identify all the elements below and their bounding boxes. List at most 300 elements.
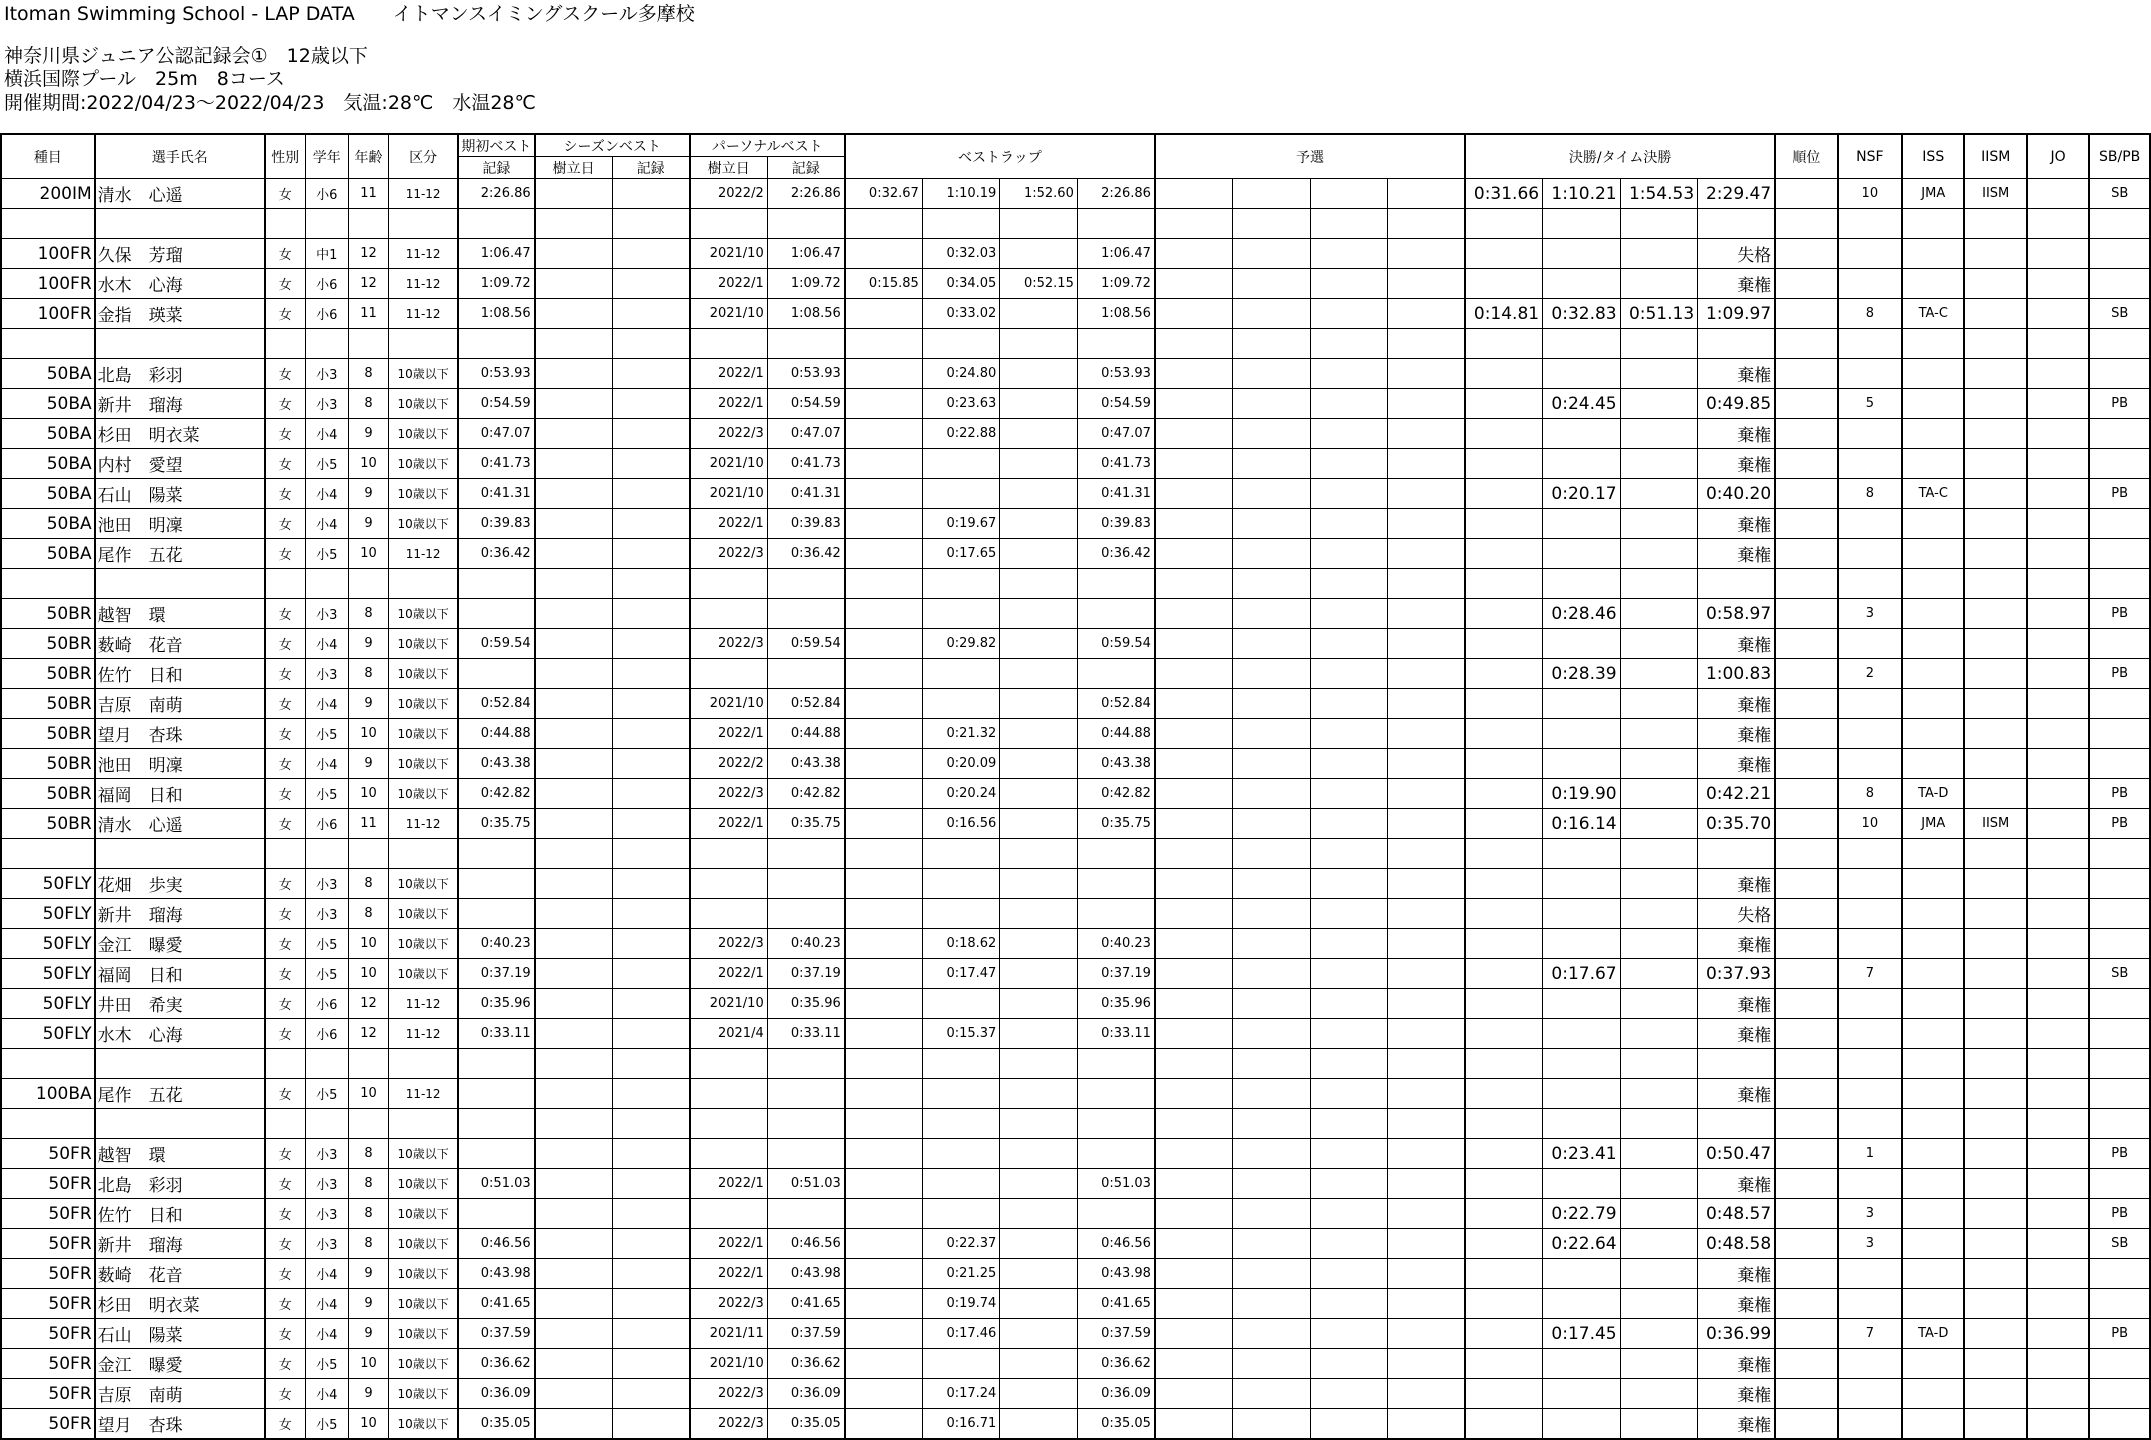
best-lap-cell xyxy=(1000,1379,1078,1409)
best-lap-cell xyxy=(1000,659,1078,689)
best-lap-cell: 0:32.67 xyxy=(845,179,923,209)
jo-cell xyxy=(2027,989,2089,1019)
final-cell xyxy=(1620,359,1698,389)
age-cell: 9 xyxy=(348,509,388,539)
age-cell: 10 xyxy=(348,959,388,989)
empty-cell xyxy=(1077,1109,1155,1139)
prelim-cell xyxy=(1310,539,1388,569)
empty-cell xyxy=(1155,329,1233,359)
prelim-cell xyxy=(1310,269,1388,299)
sex-cell: 女 xyxy=(265,629,305,659)
iss-cell xyxy=(1902,989,1964,1019)
age-cell: 10 xyxy=(348,719,388,749)
iss-cell xyxy=(1902,869,1964,899)
iism-cell xyxy=(1964,389,2026,419)
iism-cell xyxy=(1964,959,2026,989)
empty-cell xyxy=(1310,1109,1388,1139)
iism-cell xyxy=(1964,359,2026,389)
event-cell: 50BR xyxy=(1,809,95,839)
prelim-cell xyxy=(1155,719,1233,749)
personal-best-record-cell: 0:36.42 xyxy=(767,539,845,569)
season-best-record-cell xyxy=(612,749,690,779)
iss-cell xyxy=(1902,659,1964,689)
prelim-cell xyxy=(1232,509,1310,539)
age-cell: 8 xyxy=(348,1199,388,1229)
final-cell xyxy=(1620,1169,1698,1199)
season-best-record-cell xyxy=(612,389,690,419)
empty-cell xyxy=(1698,839,1776,869)
iism-cell xyxy=(1964,1169,2026,1199)
iss-cell xyxy=(1902,1079,1964,1109)
empty-cell xyxy=(922,839,1000,869)
personal-best-record-cell: 0:53.93 xyxy=(767,359,845,389)
empty-cell xyxy=(922,329,1000,359)
event-cell: 100FR xyxy=(1,299,95,329)
venue: 横浜国際プール 25m 8コース xyxy=(4,68,285,90)
final-cell xyxy=(1543,539,1621,569)
prelim-cell xyxy=(1232,809,1310,839)
best-lap-cell xyxy=(1000,989,1078,1019)
grade-cell: 小4 xyxy=(305,1379,348,1409)
season-best-record-cell xyxy=(612,1139,690,1169)
division-cell: 10歳以下 xyxy=(389,1289,458,1319)
empty-cell xyxy=(1775,1049,1837,1079)
division-cell: 10歳以下 xyxy=(389,359,458,389)
season-best-record-cell xyxy=(612,299,690,329)
age-cell: 8 xyxy=(348,1139,388,1169)
sbpb-cell xyxy=(2089,689,2150,719)
empty-cell xyxy=(1465,839,1543,869)
iss-cell xyxy=(1902,719,1964,749)
empty-cell xyxy=(612,1049,690,1079)
empty-cell xyxy=(1310,329,1388,359)
season-best-date-cell xyxy=(535,1289,613,1319)
swimmer-name-cell: 清水 心遥 xyxy=(95,179,265,209)
best-lap-cell xyxy=(845,1349,923,1379)
jo-cell xyxy=(2027,479,2089,509)
iism-cell xyxy=(1964,1229,2026,1259)
sex-cell: 女 xyxy=(265,689,305,719)
rank-cell xyxy=(1775,749,1837,779)
final-status-cell: 棄権 xyxy=(1698,539,1776,569)
empty-cell xyxy=(1698,1049,1776,1079)
personal-best-date-cell xyxy=(690,1139,768,1169)
empty-cell xyxy=(690,839,768,869)
prelim-cell xyxy=(1388,989,1466,1019)
personal-best-record-cell: 0:44.88 xyxy=(767,719,845,749)
empty-cell xyxy=(535,1049,613,1079)
empty-cell xyxy=(845,839,923,869)
division-cell: 11-12 xyxy=(389,179,458,209)
initial-best-cell: 0:33.11 xyxy=(458,1019,535,1049)
empty-cell xyxy=(1620,1109,1698,1139)
division-cell: 11-12 xyxy=(389,989,458,1019)
swimmer-name-cell: 望月 杏珠 xyxy=(95,719,265,749)
prelim-cell xyxy=(1310,959,1388,989)
event-cell: 50BR xyxy=(1,599,95,629)
table-row xyxy=(1,659,2150,689)
col-iss: ISS xyxy=(1902,134,1964,179)
initial-best-cell: 0:39.83 xyxy=(458,509,535,539)
empty-cell xyxy=(2027,569,2089,599)
iism-cell: IISM xyxy=(1964,809,2026,839)
col-event: 種目 xyxy=(1,134,95,179)
table-row xyxy=(1,539,2150,569)
empty-cell xyxy=(1077,569,1155,599)
final-cell: 0:14.81 xyxy=(1465,299,1543,329)
final-cell xyxy=(1620,1409,1698,1440)
final-cell xyxy=(1620,779,1698,809)
best-lap-cell: 0:41.31 xyxy=(1077,479,1155,509)
col-season-best-date: 樹立日 xyxy=(535,157,613,179)
rank-cell xyxy=(1775,1199,1837,1229)
sbpb-cell: PB xyxy=(2089,1199,2150,1229)
empty-cell xyxy=(1902,209,1964,239)
sbpb-cell xyxy=(2089,1409,2150,1440)
empty-cell xyxy=(690,209,768,239)
final-cell xyxy=(1543,989,1621,1019)
best-lap-cell xyxy=(845,359,923,389)
prelim-cell xyxy=(1310,1409,1388,1440)
best-lap-cell xyxy=(922,599,1000,629)
final-cell xyxy=(1465,1199,1543,1229)
nsf-cell xyxy=(1838,359,1902,389)
iism-cell xyxy=(1964,449,2026,479)
best-lap-cell xyxy=(845,1409,923,1440)
swimmer-name-cell: 福岡 日和 xyxy=(95,959,265,989)
final-cell: 0:22.79 xyxy=(1543,1199,1621,1229)
age-cell: 8 xyxy=(348,659,388,689)
iism-cell xyxy=(1964,929,2026,959)
sbpb-cell: PB xyxy=(2089,659,2150,689)
best-lap-cell: 0:54.59 xyxy=(1077,389,1155,419)
nsf-cell: 1 xyxy=(1838,1139,1902,1169)
jo-cell xyxy=(2027,1139,2089,1169)
season-best-date-cell xyxy=(535,689,613,719)
best-lap-cell xyxy=(1000,1079,1078,1109)
empty-cell xyxy=(1902,839,1964,869)
rank-cell xyxy=(1775,389,1837,419)
event-cell: 50BA xyxy=(1,479,95,509)
prelim-cell xyxy=(1388,509,1466,539)
season-best-record-cell xyxy=(612,929,690,959)
sbpb-cell xyxy=(2089,719,2150,749)
iss-cell: JMA xyxy=(1902,179,1964,209)
season-best-date-cell xyxy=(535,809,613,839)
table-row xyxy=(1,899,2150,929)
iss-cell xyxy=(1902,929,1964,959)
best-lap-cell xyxy=(845,659,923,689)
nsf-cell: 7 xyxy=(1838,1319,1902,1349)
final-cell xyxy=(1465,1229,1543,1259)
initial-best-cell: 0:46.56 xyxy=(458,1229,535,1259)
empty-cell xyxy=(1,839,95,869)
final-cell xyxy=(1543,1289,1621,1319)
iss-cell xyxy=(1902,629,1964,659)
final-cell xyxy=(1543,1079,1621,1109)
final-cell xyxy=(1465,809,1543,839)
jo-cell xyxy=(2027,1349,2089,1379)
division-cell: 10歳以下 xyxy=(389,899,458,929)
best-lap-cell xyxy=(1000,1349,1078,1379)
rank-cell xyxy=(1775,479,1837,509)
prelim-cell xyxy=(1155,779,1233,809)
grade-cell: 小5 xyxy=(305,1409,348,1440)
empty-cell xyxy=(612,839,690,869)
season-best-record-cell xyxy=(612,1349,690,1379)
swimmer-name-cell: 金江 曝愛 xyxy=(95,1349,265,1379)
season-best-record-cell xyxy=(612,1289,690,1319)
personal-best-date-cell: 2022/1 xyxy=(690,809,768,839)
col-rank: 順位 xyxy=(1775,134,1837,179)
final-cell xyxy=(1465,1019,1543,1049)
best-lap-cell: 0:18.62 xyxy=(922,929,1000,959)
best-lap-cell xyxy=(845,809,923,839)
grade-cell: 小5 xyxy=(305,539,348,569)
empty-cell xyxy=(1077,209,1155,239)
swimmer-name-cell: 花畑 歩実 xyxy=(95,869,265,899)
prelim-cell xyxy=(1310,359,1388,389)
grade-cell: 小5 xyxy=(305,929,348,959)
prelim-cell xyxy=(1155,299,1233,329)
personal-best-date-cell: 2021/10 xyxy=(690,689,768,719)
grade-cell: 小6 xyxy=(305,179,348,209)
prelim-cell xyxy=(1388,929,1466,959)
swimmer-name-cell: 薮崎 花音 xyxy=(95,1259,265,1289)
event-cell: 50FR xyxy=(1,1229,95,1259)
table-row xyxy=(1,1019,2150,1049)
grade-cell: 小6 xyxy=(305,1019,348,1049)
best-lap-cell xyxy=(922,1139,1000,1169)
event-cell: 50FR xyxy=(1,1169,95,1199)
division-cell: 10歳以下 xyxy=(389,869,458,899)
prelim-cell xyxy=(1388,179,1466,209)
table-row xyxy=(1,989,2150,1019)
final-cell: 0:35.70 xyxy=(1698,809,1776,839)
final-cell: 0:19.90 xyxy=(1543,779,1621,809)
jo-cell xyxy=(2027,1199,2089,1229)
final-cell xyxy=(1620,689,1698,719)
division-cell: 10歳以下 xyxy=(389,1319,458,1349)
final-status-cell: 棄権 xyxy=(1698,1349,1776,1379)
empty-cell xyxy=(265,1049,305,1079)
initial-best-cell: 0:47.07 xyxy=(458,419,535,449)
final-cell xyxy=(1465,929,1543,959)
sbpb-cell xyxy=(2089,929,2150,959)
best-lap-cell xyxy=(1000,629,1078,659)
sbpb-cell xyxy=(2089,899,2150,929)
best-lap-cell xyxy=(1077,899,1155,929)
best-lap-cell xyxy=(1000,1199,1078,1229)
initial-best-cell xyxy=(458,899,535,929)
iss-cell: TA-D xyxy=(1902,779,1964,809)
iism-cell xyxy=(1964,989,2026,1019)
prelim-cell xyxy=(1388,1229,1466,1259)
best-lap-cell: 1:08.56 xyxy=(1077,299,1155,329)
nsf-cell xyxy=(1838,629,1902,659)
final-cell xyxy=(1465,1409,1543,1440)
final-status-cell: 棄権 xyxy=(1698,929,1776,959)
empty-cell xyxy=(1902,1049,1964,1079)
grade-cell: 小5 xyxy=(305,779,348,809)
initial-best-cell: 1:08.56 xyxy=(458,299,535,329)
age-cell: 12 xyxy=(348,989,388,1019)
best-lap-cell: 1:06.47 xyxy=(1077,239,1155,269)
nsf-cell xyxy=(1838,419,1902,449)
empty-cell xyxy=(767,209,845,239)
final-cell xyxy=(1465,359,1543,389)
best-lap-cell: 0:35.75 xyxy=(1077,809,1155,839)
initial-best-cell xyxy=(458,659,535,689)
empty-cell xyxy=(922,1049,1000,1079)
best-lap-cell: 0:34.05 xyxy=(922,269,1000,299)
sbpb-cell xyxy=(2089,1169,2150,1199)
best-lap-cell: 0:22.37 xyxy=(922,1229,1000,1259)
final-status-cell: 棄権 xyxy=(1698,869,1776,899)
prelim-cell xyxy=(1310,179,1388,209)
prelim-cell xyxy=(1232,929,1310,959)
best-lap-cell xyxy=(845,989,923,1019)
empty-cell xyxy=(2027,329,2089,359)
best-lap-cell xyxy=(845,509,923,539)
final-cell xyxy=(1465,689,1543,719)
prelim-cell xyxy=(1388,269,1466,299)
empty-cell xyxy=(1232,1109,1310,1139)
best-lap-cell: 0:53.93 xyxy=(1077,359,1155,389)
best-lap-cell xyxy=(1000,929,1078,959)
nsf-cell xyxy=(1838,1079,1902,1109)
prelim-cell xyxy=(1388,659,1466,689)
iss-cell xyxy=(1902,539,1964,569)
event-cell: 50BA xyxy=(1,389,95,419)
sex-cell: 女 xyxy=(265,899,305,929)
empty-cell xyxy=(305,1109,348,1139)
empty-cell xyxy=(1964,839,2026,869)
final-cell: 0:36.99 xyxy=(1698,1319,1776,1349)
iss-cell xyxy=(1902,1139,1964,1169)
division-cell: 11-12 xyxy=(389,539,458,569)
initial-best-cell: 0:51.03 xyxy=(458,1169,535,1199)
season-best-record-cell xyxy=(612,239,690,269)
best-lap-cell: 1:09.72 xyxy=(1077,269,1155,299)
event-cell: 50BR xyxy=(1,629,95,659)
final-status-cell: 失格 xyxy=(1698,899,1776,929)
jo-cell xyxy=(2027,1289,2089,1319)
age-cell: 9 xyxy=(348,479,388,509)
division-cell: 10歳以下 xyxy=(389,1169,458,1199)
prelim-cell xyxy=(1232,899,1310,929)
col-initial-best: 期初ベスト xyxy=(458,134,535,157)
grade-cell: 小5 xyxy=(305,719,348,749)
report-title: Itoman Swimming School - LAP DATA イトマンスイミングスクール多摩校 xyxy=(4,3,695,25)
empty-cell xyxy=(1838,839,1902,869)
lap-data-table xyxy=(0,133,2151,1440)
empty-cell xyxy=(845,1049,923,1079)
division-cell: 10歳以下 xyxy=(389,1199,458,1229)
season-best-record-cell xyxy=(612,1079,690,1109)
best-lap-cell xyxy=(1000,479,1078,509)
season-best-record-cell xyxy=(612,1409,690,1440)
prelim-cell xyxy=(1155,1379,1233,1409)
division-cell: 11-12 xyxy=(389,1019,458,1049)
final-cell xyxy=(1543,1409,1621,1440)
initial-best-cell: 0:59.54 xyxy=(458,629,535,659)
nsf-cell xyxy=(1838,749,1902,779)
table-row xyxy=(1,1139,2150,1169)
best-lap-cell xyxy=(1000,449,1078,479)
final-status-cell: 失格 xyxy=(1698,239,1776,269)
prelim-cell xyxy=(1232,1139,1310,1169)
swimmer-name-cell: 水木 心海 xyxy=(95,269,265,299)
season-best-record-cell xyxy=(612,1319,690,1349)
final-status-cell: 棄権 xyxy=(1698,1079,1776,1109)
jo-cell xyxy=(2027,509,2089,539)
nsf-cell xyxy=(1838,1379,1902,1409)
personal-best-record-cell: 1:08.56 xyxy=(767,299,845,329)
personal-best-record-cell: 0:43.98 xyxy=(767,1259,845,1289)
personal-best-record-cell: 1:09.72 xyxy=(767,269,845,299)
final-status-cell: 棄権 xyxy=(1698,449,1776,479)
personal-best-date-cell: 2022/1 xyxy=(690,359,768,389)
sex-cell: 女 xyxy=(265,659,305,689)
swimmer-name-cell: 越智 環 xyxy=(95,599,265,629)
jo-cell xyxy=(2027,299,2089,329)
empty-cell xyxy=(767,329,845,359)
final-cell xyxy=(1543,689,1621,719)
iism-cell xyxy=(1964,629,2026,659)
iss-cell xyxy=(1902,1169,1964,1199)
nsf-cell xyxy=(1838,1019,1902,1049)
rank-cell xyxy=(1775,179,1837,209)
event-cell: 50FLY xyxy=(1,1019,95,1049)
event-cell: 50BR xyxy=(1,749,95,779)
final-cell xyxy=(1465,269,1543,299)
prelim-cell xyxy=(1310,929,1388,959)
grade-cell: 小3 xyxy=(305,1169,348,1199)
prelim-cell xyxy=(1232,1259,1310,1289)
rank-cell xyxy=(1775,1229,1837,1259)
sex-cell: 女 xyxy=(265,1139,305,1169)
initial-best-cell: 0:42.82 xyxy=(458,779,535,809)
empty-cell xyxy=(95,1109,265,1139)
jo-cell xyxy=(2027,869,2089,899)
age-cell: 12 xyxy=(348,269,388,299)
empty-cell xyxy=(265,1109,305,1139)
empty-cell xyxy=(348,1109,388,1139)
prelim-cell xyxy=(1388,719,1466,749)
best-lap-cell: 0:43.38 xyxy=(1077,749,1155,779)
best-lap-cell xyxy=(845,239,923,269)
empty-cell xyxy=(1775,329,1837,359)
prelim-cell xyxy=(1310,1199,1388,1229)
table-row xyxy=(1,1289,2150,1319)
division-cell: 10歳以下 xyxy=(389,959,458,989)
empty-cell xyxy=(389,209,458,239)
rank-cell xyxy=(1775,1349,1837,1379)
season-best-record-cell xyxy=(612,719,690,749)
empty-cell xyxy=(1000,1049,1078,1079)
best-lap-cell: 0:46.56 xyxy=(1077,1229,1155,1259)
grade-cell: 小6 xyxy=(305,809,348,839)
sbpb-cell: PB xyxy=(2089,1139,2150,1169)
iss-cell xyxy=(1902,1019,1964,1049)
table-row xyxy=(1,959,2150,989)
final-cell xyxy=(1620,899,1698,929)
prelim-cell xyxy=(1232,629,1310,659)
final-cell xyxy=(1620,1349,1698,1379)
empty-cell xyxy=(1698,569,1776,599)
age-cell: 10 xyxy=(348,779,388,809)
